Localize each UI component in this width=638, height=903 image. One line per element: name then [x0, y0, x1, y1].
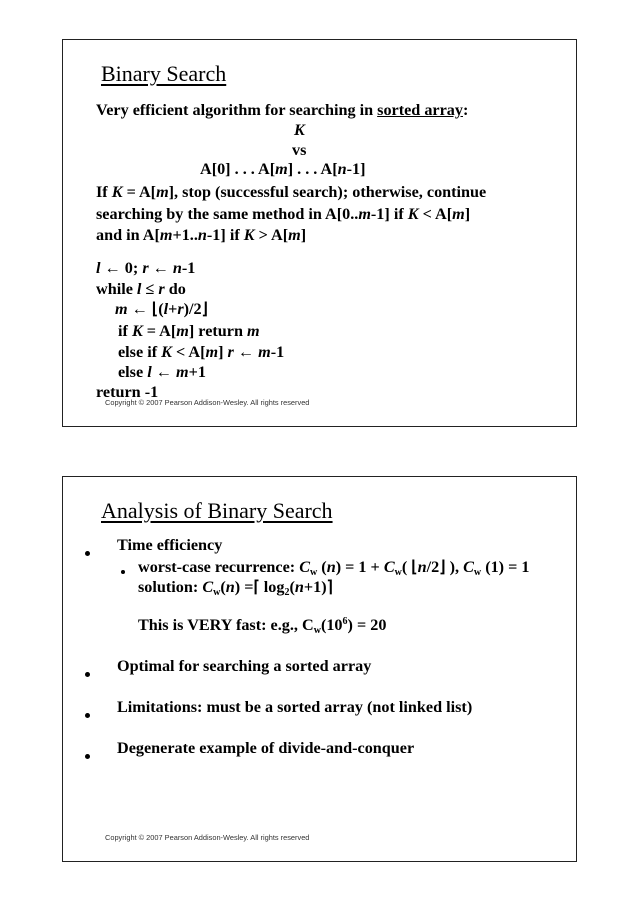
array-line: A[0] . . . A[m] . . . A[n-1] — [200, 160, 366, 178]
copyright: Copyright © 2007 Pearson Addison-Wesley. All rights reserved — [105, 833, 310, 842]
code-line-else: else l ← m+1 — [118, 363, 206, 381]
fast-line: This is VERY fast: e.g., $C_w(10^6) = 20$ — [138, 616, 387, 636]
bullet-limitations: Limitations: must be a sorted array (not linked list) — [117, 698, 473, 716]
condition-line-1: If K = A[m], stop (successful search); otherwise, continue — [96, 183, 487, 201]
condition-line-2: searching by the same method in A[0..m-1] if K < A[m] — [96, 205, 471, 223]
bullet-dot — [85, 672, 90, 677]
bullet-dot — [85, 551, 90, 556]
sub-bullet-dot — [121, 570, 125, 574]
code-line-init: l ← 0; r ← n-1 — [96, 259, 196, 277]
bullet-optimal: Optimal for searching a sorted array — [117, 657, 372, 675]
bullet-time-efficiency: Time efficiency — [117, 536, 223, 554]
bullet-degenerate: Degenerate example of divide-and-conquer — [117, 739, 415, 757]
code-line-while: while l ≤ r do — [96, 280, 186, 298]
slide-title: Binary Search — [101, 61, 227, 86]
bullet-dot — [85, 713, 90, 718]
code-line-if: if K = A[m] return m — [118, 322, 260, 340]
sub-bullet-recurrence: worst-case recurrence: $C_w$ $(n) = 1 + C_w$( ⌊n/2⌋ ), $C_w$ (1) = 1 — [138, 558, 530, 578]
intro-line: Very efficient algorithm for searching in sorted array: — [96, 101, 469, 119]
solution-line: solution: $C_w(n)$ =⌈ $\log_2(n+1)⌉$ — [138, 578, 333, 598]
key-label: K — [294, 121, 305, 139]
code-line-return: return -1 — [96, 383, 159, 401]
condition-line-3: and in A[m+1..n-1] if K > A[m] — [96, 226, 307, 244]
sorted-array-link: sorted array — [377, 101, 463, 119]
copyright: Copyright © 2007 Pearson Addison-Wesley. All rights reserved — [105, 398, 310, 407]
bullet-dot — [85, 754, 90, 759]
code-line-elseif: else if K < A[m] r ← m-1 — [118, 343, 285, 361]
code-line-mid: m ← ⌊(l+r)/2⌋ — [115, 300, 208, 318]
slide-binary-search — [62, 39, 577, 427]
vs-label: vs — [292, 141, 307, 159]
slide-title: Analysis of Binary Search — [101, 498, 333, 523]
slide-analysis — [62, 476, 577, 862]
